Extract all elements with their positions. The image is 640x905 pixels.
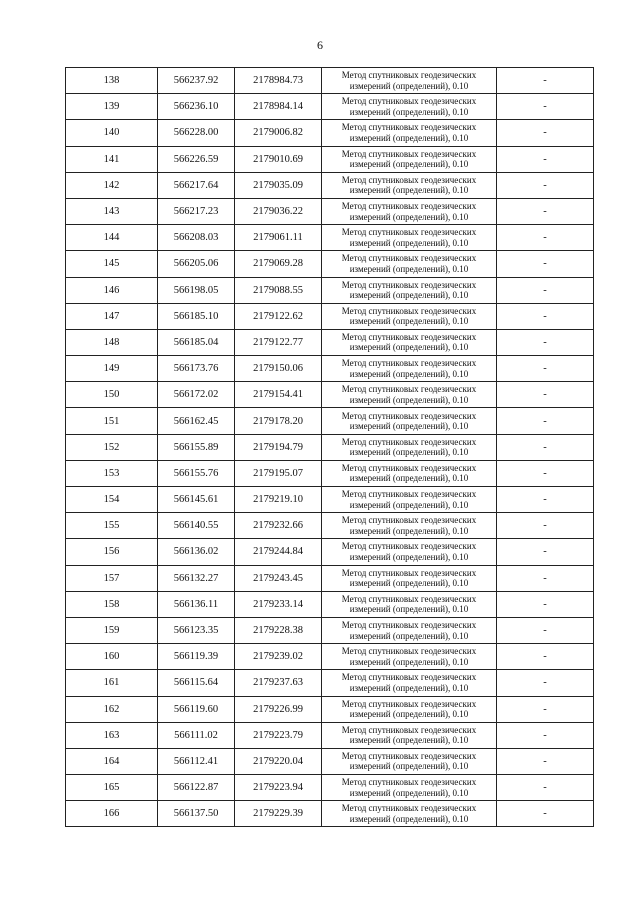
method-line-1: Метод спутниковых геодезических [341,462,477,473]
coordinate-y: 2179154.41 [235,382,322,408]
coordinate-x: 566185.10 [158,303,235,329]
method-line-1: Метод спутниковых геодезических [341,541,477,552]
method-line-1: Метод спутниковых геодезических [341,305,477,316]
note-cell: - [497,408,594,434]
method-line-1: Метод спутниковых геодезических [341,672,477,683]
point-number: 164 [66,748,158,774]
coordinate-x: 566237.92 [158,68,235,94]
method-cell [322,801,497,827]
note-cell: - [497,198,594,224]
coordinate-x: 566172.02 [158,382,235,408]
method-line-1: Метод спутниковых геодезических [341,515,477,526]
note-cell: - [497,303,594,329]
method-cell [322,146,497,172]
method-line-2: измерений (определений), 0.10 [349,368,469,379]
note-cell: - [497,696,594,722]
coordinate-x: 566155.76 [158,460,235,486]
coordinate-x: 566111.02 [158,722,235,748]
coordinates-table-body [66,68,594,827]
note-cell: - [497,68,594,94]
method-line-2: измерений (определений), 0.10 [349,604,469,615]
note-cell: - [497,172,594,198]
note-cell: - [497,775,594,801]
coordinate-y: 2179036.22 [235,198,322,224]
coordinate-x: 566119.60 [158,696,235,722]
table-row [66,565,594,591]
method-line-1: Метод спутниковых геодезических [341,331,477,342]
coordinate-x: 566198.05 [158,277,235,303]
note-cell: - [497,225,594,251]
method-cell [322,513,497,539]
method-cell [322,198,497,224]
coordinate-y: 2179195.07 [235,460,322,486]
point-number: 162 [66,696,158,722]
table-row [66,617,594,643]
method-line-1: Метод спутниковых геодезических [341,750,477,761]
method-line-1: Метод спутниковых геодезических [341,620,477,631]
method-cell [322,617,497,643]
method-line-2: измерений (определений), 0.10 [349,473,469,484]
method-cell [322,722,497,748]
method-line-1: Метод спутниковых геодезических [341,410,477,421]
note-cell: - [497,487,594,513]
note-cell: - [497,146,594,172]
coordinate-x: 566145.61 [158,487,235,513]
coordinate-x: 566115.64 [158,670,235,696]
method-line-1: Метод спутниковых геодезических [341,148,477,159]
method-cell [322,748,497,774]
point-number: 156 [66,539,158,565]
method-line-2: измерений (определений), 0.10 [349,263,469,274]
point-number: 158 [66,591,158,617]
method-cell [322,487,497,513]
method-line-1: Метод спутниковых геодезических [341,803,477,814]
coordinate-y: 2178984.73 [235,68,322,94]
point-number: 146 [66,277,158,303]
method-line-2: измерений (определений), 0.10 [349,682,469,693]
method-cell [322,94,497,120]
coordinate-x: 566208.03 [158,225,235,251]
table-row [66,225,594,251]
point-number: 149 [66,356,158,382]
method-cell [322,225,497,251]
method-line-2: измерений (определений), 0.10 [349,80,469,91]
coordinate-x: 566132.27 [158,565,235,591]
method-line-1: Метод спутниковых геодезических [341,777,477,788]
coordinate-y: 2179229.39 [235,801,322,827]
table-row [66,408,594,434]
method-cell [322,696,497,722]
method-cell [322,382,497,408]
point-number: 161 [66,670,158,696]
method-line-2: измерений (определений), 0.10 [349,630,469,641]
coordinate-y: 2179219.10 [235,487,322,513]
point-number: 140 [66,120,158,146]
note-cell: - [497,382,594,408]
method-cell [322,460,497,486]
method-line-1: Метод спутниковых геодезических [341,227,477,238]
method-cell [322,408,497,434]
point-number: 165 [66,775,158,801]
table-row [66,172,594,198]
method-line-2: измерений (определений), 0.10 [349,447,469,458]
coordinate-y: 2179220.04 [235,748,322,774]
method-cell [322,329,497,355]
method-line-2: измерений (определений), 0.10 [349,394,469,405]
table-row [66,434,594,460]
method-line-1: Метод спутниковых геодезических [341,593,477,604]
point-number: 141 [66,146,158,172]
method-line-1: Метод спутниковых геодезических [341,384,477,395]
table-row [66,68,594,94]
method-cell [322,120,497,146]
coordinate-y: 2179035.09 [235,172,322,198]
note-cell: - [497,434,594,460]
coordinate-x: 566236.10 [158,94,235,120]
method-line-1: Метод спутниковых геодезических [341,70,477,81]
note-cell: - [497,120,594,146]
coordinate-y: 2179122.62 [235,303,322,329]
coordinate-x: 566173.76 [158,356,235,382]
coordinate-y: 2179194.79 [235,434,322,460]
method-line-2: измерений (определений), 0.10 [349,761,469,772]
method-line-2: измерений (определений), 0.10 [349,421,469,432]
method-line-2: измерений (определений), 0.10 [349,551,469,562]
table-row [66,382,594,408]
method-cell [322,277,497,303]
point-number: 144 [66,225,158,251]
point-number: 160 [66,644,158,670]
point-number: 145 [66,251,158,277]
method-line-2: измерений (определений), 0.10 [349,342,469,353]
table-row [66,251,594,277]
coordinate-x: 566136.02 [158,539,235,565]
point-number: 163 [66,722,158,748]
coordinate-y: 2179122.77 [235,329,322,355]
coordinate-x: 566228.00 [158,120,235,146]
method-cell [322,303,497,329]
method-line-1: Метод спутниковых геодезических [341,724,477,735]
coordinate-y: 2179233.14 [235,591,322,617]
table-row [66,591,594,617]
point-number: 138 [66,68,158,94]
coordinates-table [65,67,594,827]
point-number: 153 [66,460,158,486]
method-line-1: Метод спутниковых геодезических [341,358,477,369]
method-cell [322,775,497,801]
table-row [66,801,594,827]
point-number: 142 [66,172,158,198]
method-line-2: измерений (определений), 0.10 [349,787,469,798]
method-line-1: Метод спутниковых геодезических [341,96,477,107]
method-cell [322,68,497,94]
coordinate-x: 566136.11 [158,591,235,617]
coordinate-y: 2179232.66 [235,513,322,539]
point-number: 159 [66,617,158,643]
table-row [66,696,594,722]
method-line-2: измерений (определений), 0.10 [349,316,469,327]
method-line-2: измерений (определений), 0.10 [349,132,469,143]
note-cell: - [497,251,594,277]
method-line-1: Метод спутниковых геодезических [341,253,477,264]
coordinate-y: 2179239.02 [235,644,322,670]
table-row [66,303,594,329]
note-cell: - [497,722,594,748]
coordinate-y: 2179243.45 [235,565,322,591]
coordinate-x: 566123.35 [158,617,235,643]
coordinate-x: 566205.06 [158,251,235,277]
method-line-2: измерений (определений), 0.10 [349,656,469,667]
coordinate-y: 2179223.94 [235,775,322,801]
table-row [66,513,594,539]
table-row [66,277,594,303]
method-line-2: измерений (определений), 0.10 [349,211,469,222]
method-cell [322,356,497,382]
note-cell: - [497,617,594,643]
method-line-1: Метод спутниковых геодезических [341,698,477,709]
page-number: 6 [317,38,323,52]
note-cell: - [497,748,594,774]
point-number: 150 [66,382,158,408]
table-row [66,146,594,172]
method-line-2: измерений (определений), 0.10 [349,735,469,746]
point-number: 152 [66,434,158,460]
table-row [66,644,594,670]
method-line-1: Метод спутниковых геодезических [341,646,477,657]
note-cell: - [497,539,594,565]
method-line-2: измерений (определений), 0.10 [349,185,469,196]
coordinate-x: 566119.39 [158,644,235,670]
note-cell: - [497,460,594,486]
method-line-1: Метод спутниковых геодезических [341,567,477,578]
table-row [66,487,594,513]
table-row [66,539,594,565]
coordinate-y: 2179088.55 [235,277,322,303]
method-line-1: Метод спутниковых геодезических [341,122,477,133]
note-cell: - [497,513,594,539]
table-row [66,198,594,224]
note-cell: - [497,329,594,355]
coordinate-x: 566217.23 [158,198,235,224]
method-cell [322,434,497,460]
note-cell: - [497,94,594,120]
method-cell [322,591,497,617]
point-number: 155 [66,513,158,539]
method-line-2: измерений (определений), 0.10 [349,709,469,720]
coordinate-y: 2179226.99 [235,696,322,722]
table-row [66,120,594,146]
coordinate-x: 566122.87 [158,775,235,801]
point-number: 148 [66,329,158,355]
method-cell [322,644,497,670]
point-number: 139 [66,94,158,120]
note-cell: - [497,644,594,670]
method-cell [322,565,497,591]
table-row [66,460,594,486]
table-row [66,94,594,120]
coordinate-x: 566162.45 [158,408,235,434]
table-row [66,748,594,774]
method-line-1: Метод спутниковых геодезических [341,489,477,500]
table-row [66,670,594,696]
note-cell: - [497,591,594,617]
method-line-1: Метод спутниковых геодезических [341,174,477,185]
note-cell: - [497,801,594,827]
coordinate-y: 2179228.38 [235,617,322,643]
method-cell [322,251,497,277]
method-cell [322,172,497,198]
coordinate-x: 566217.64 [158,172,235,198]
method-cell [322,670,497,696]
method-line-2: измерений (определений), 0.10 [349,290,469,301]
method-line-2: измерений (определений), 0.10 [349,106,469,117]
coordinate-y: 2179150.06 [235,356,322,382]
method-line-1: Метод спутниковых геодезических [341,201,477,212]
coordinate-x: 566137.50 [158,801,235,827]
method-line-2: измерений (определений), 0.10 [349,499,469,510]
coordinate-y: 2179061.11 [235,225,322,251]
point-number: 166 [66,801,158,827]
coordinate-x: 566185.04 [158,329,235,355]
coordinate-x: 566112.41 [158,748,235,774]
method-line-2: измерений (определений), 0.10 [349,578,469,589]
point-number: 143 [66,198,158,224]
coordinate-x: 566140.55 [158,513,235,539]
method-line-2: измерений (определений), 0.10 [349,813,469,824]
method-line-1: Метод спутниковых геодезических [341,436,477,447]
coordinate-y: 2179178.20 [235,408,322,434]
coordinate-y: 2179244.84 [235,539,322,565]
coordinate-y: 2179069.28 [235,251,322,277]
coordinate-y: 2179010.69 [235,146,322,172]
coordinate-y: 2178984.14 [235,94,322,120]
method-line-2: измерений (определений), 0.10 [349,237,469,248]
method-line-2: измерений (определений), 0.10 [349,159,469,170]
coordinate-x: 566155.89 [158,434,235,460]
point-number: 157 [66,565,158,591]
note-cell: - [497,277,594,303]
method-line-1: Метод спутниковых геодезических [341,279,477,290]
table-row [66,775,594,801]
point-number: 147 [66,303,158,329]
note-cell: - [497,565,594,591]
table-row [66,356,594,382]
coordinate-y: 2179237.63 [235,670,322,696]
coordinate-y: 2179006.82 [235,120,322,146]
method-line-2: измерений (определений), 0.10 [349,525,469,536]
note-cell: - [497,670,594,696]
note-cell: - [497,356,594,382]
coordinate-x: 566226.59 [158,146,235,172]
table-row [66,329,594,355]
point-number: 151 [66,408,158,434]
table-row [66,722,594,748]
coordinate-y: 2179223.79 [235,722,322,748]
method-cell [322,539,497,565]
point-number: 154 [66,487,158,513]
